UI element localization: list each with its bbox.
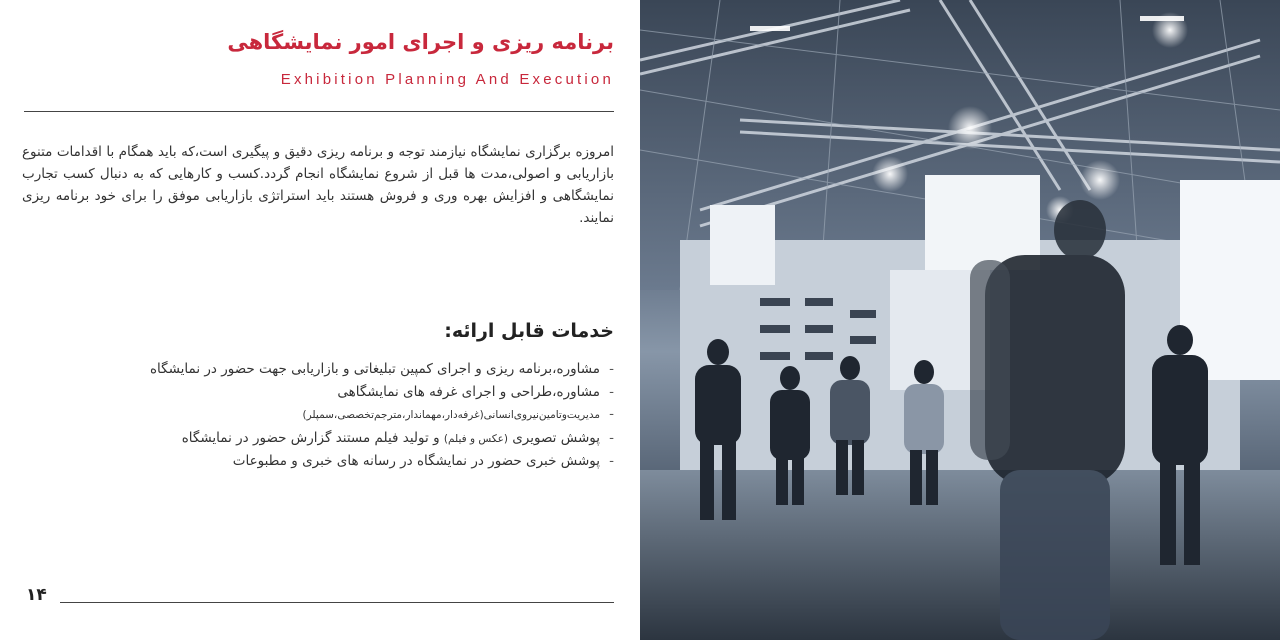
bullet-dash: - [609, 406, 614, 422]
list-item [54, 403, 614, 427]
service-text: مشاوره،طراحی و اجرای غرفه های نمایشگاهی [337, 383, 600, 400]
exhibition-hall-illustration [640, 0, 1280, 640]
service-text: مشاوره،برنامه ریزی و اجرای کمپین تبلیغاتی و بازاریابی جهت حضور در نمایشگاه [149, 361, 600, 377]
exhibition-hall-photo [640, 0, 1280, 640]
services-heading: خدمات قابل ارائه: [444, 320, 614, 342]
list-item [54, 358, 614, 381]
services-list [54, 358, 614, 473]
page-title: برنامه ریزی و اجرای امور نمایشگاهی [227, 30, 614, 54]
bullet-dash: - [609, 383, 614, 400]
intro-paragraph: امروزه برگزاری نمایشگاه نیازمند توجه و برنامه ریزی دقیق و پیگیری است،که باید همگام با اقدامات متنوع بازاریابی و اصولی،مدت ها قبل از شروع نمایشگاه انجام گردد.کسب و کارهایی که به دنبال کسب تجارب نمایشگاهی و افزایش بهره وری و فروش هستند باید استراتژی بازاریابی موفق را برای خود برنامه ریزی نمایند. [22, 143, 614, 226]
service-text-start: پوشش تصویری [507, 429, 600, 446]
list-item [54, 381, 614, 404]
service-text-end: و تولید فیلم مستند گزارش حضور در نمایشگاه [181, 429, 444, 446]
bullet-dash: - [609, 453, 614, 469]
bullet-dash: - [609, 429, 614, 446]
bullet-dash: - [609, 361, 614, 377]
page-number: ۱۴ [26, 585, 47, 605]
top-divider [24, 111, 614, 112]
booth-panel [1180, 180, 1280, 380]
list-item [54, 427, 614, 451]
service-text-note: (عکس و فیلم) [443, 432, 508, 445]
service-text: پوشش خبری حضور در نمایشگاه در رسانه های خبری و مطبوعات [232, 453, 600, 469]
hanging-banner [710, 205, 775, 285]
page-subtitle: Exhibition Planning And Execution [280, 71, 614, 88]
service-text: مدیریت‌وتامین‌نیروی‌انسانی(غرفه‌دار،مهماندار،مترجم‌تخصصی،سمپلر) [302, 409, 600, 421]
list-item [54, 450, 614, 473]
bottom-divider [60, 602, 614, 603]
